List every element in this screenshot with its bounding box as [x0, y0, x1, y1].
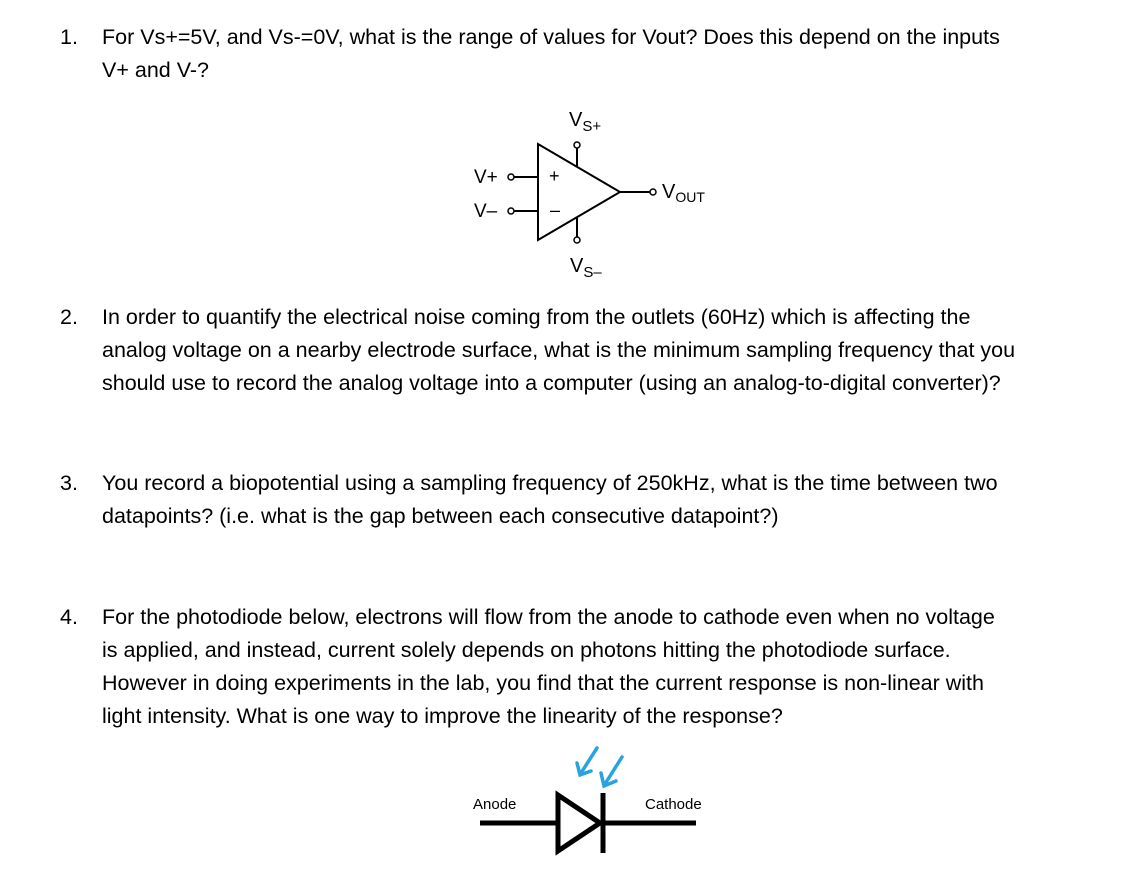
opamp-triangle — [538, 144, 620, 240]
question-number: 1. — [60, 25, 78, 49]
vout-label: $V_{OUT}$ — [662, 181, 705, 205]
light-arrows-icon — [577, 748, 622, 786]
vminus-terminal — [508, 208, 514, 214]
question-number: 4. — [60, 605, 78, 629]
vs-plus-label: $V_{S+}$ — [569, 109, 602, 135]
vout-terminal — [650, 189, 656, 195]
question-text: In order to quantify the electrical noise coming from the outlets (60Hz) which is affecting the analog voltage on a nearby electrode surface, what is the minimum sampling frequency that you should use to record the analog voltage into a computer (using an analog-to-digital converter)? — [102, 305, 1016, 395]
question-text: For Vs+=5V, and Vs-=0V, what is the range of values for Vout? Does this depend on the inputs V+ and V-? — [102, 25, 1000, 82]
vs-minus-terminal — [574, 237, 580, 243]
question-number: 3. — [60, 471, 78, 495]
diode-triangle — [558, 795, 600, 851]
opamp-diagram — [440, 100, 740, 290]
question-number: 2. — [60, 305, 78, 329]
photodiode-diagram — [460, 735, 720, 865]
question-text: You record a biopotential using a sampling frequency of 250kHz, what is the time between two datapoints? (i.e. what is the gap between each consecutive datapoint?) — [102, 471, 998, 528]
cathode-label: Cathode — [645, 796, 702, 813]
anode-label: Anode — [473, 796, 517, 813]
vs-minus-label: $V_{S-}$ — [570, 255, 602, 281]
plus-sign: + — [549, 166, 560, 186]
question-text: For the photodiode below, electrons will flow from the anode to cathode even when no voltage is applied, and instead, current solely depends on photons hitting the photodiode surface. However in doing experiments in the lab, you find that the current response is non-linear with light intensity. What is one way to improve the linearity of the response? — [102, 605, 995, 728]
vplus-label: V+ — [474, 167, 498, 188]
vs-plus-terminal — [574, 142, 580, 148]
vminus-label: V– — [474, 201, 498, 222]
vplus-terminal — [508, 174, 514, 180]
minus-sign: – — [550, 200, 561, 220]
